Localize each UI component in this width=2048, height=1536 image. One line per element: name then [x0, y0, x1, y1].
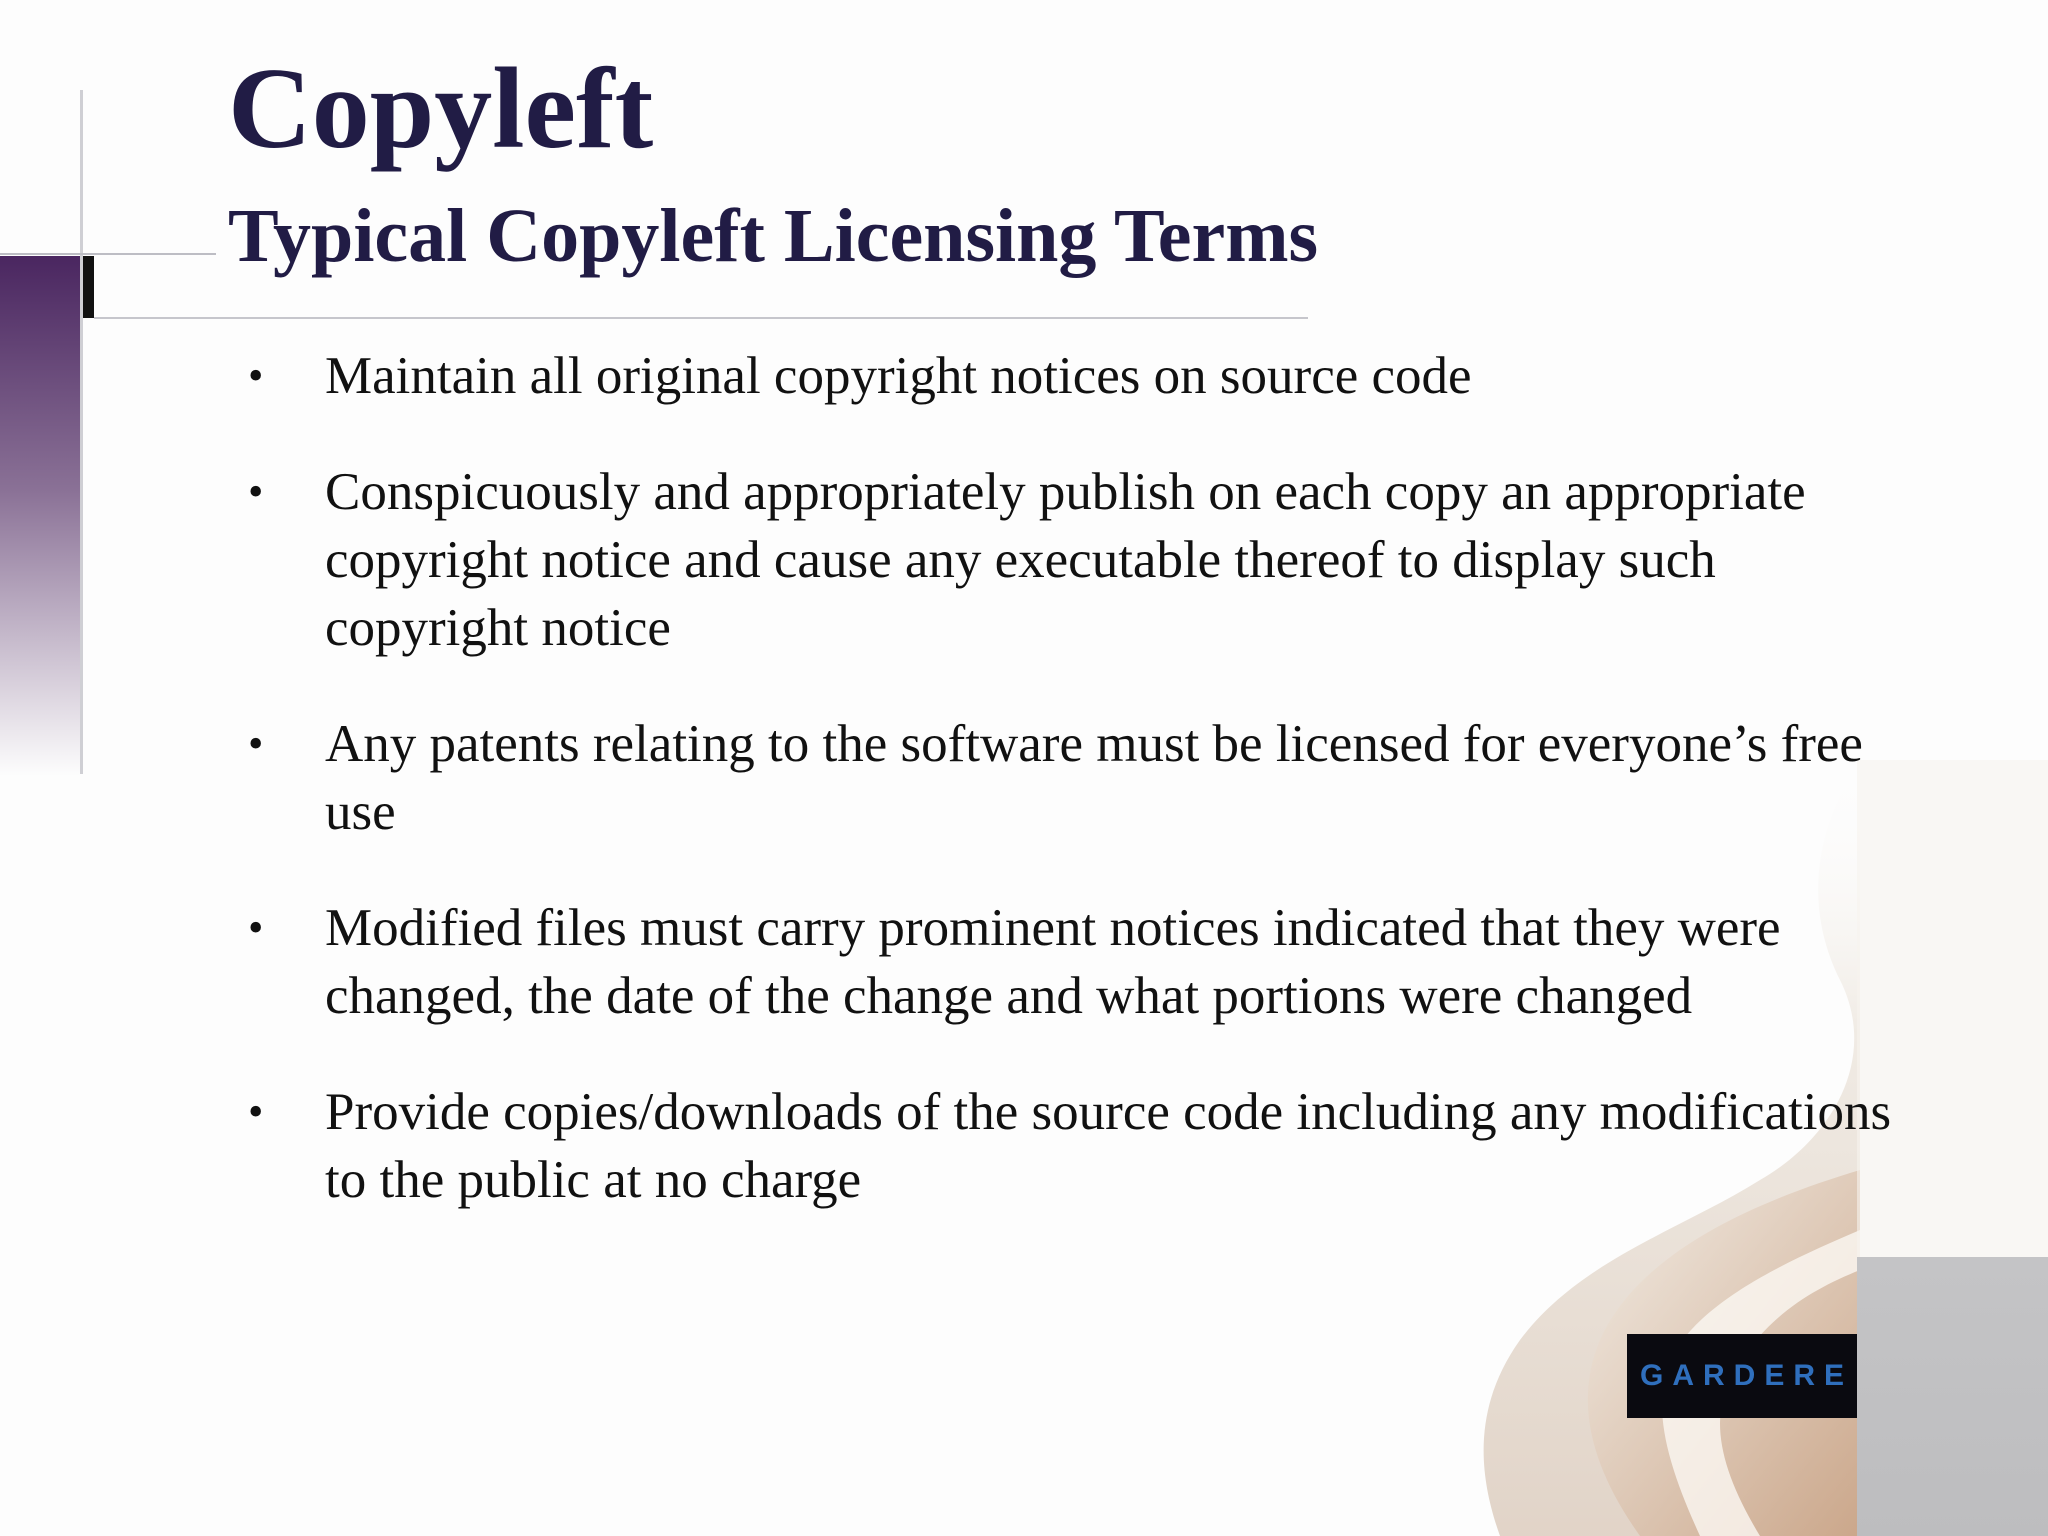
logo-text: GARDERE — [1639, 1359, 1853, 1392]
vertical-rule — [80, 90, 83, 774]
bullet-icon: • — [248, 719, 264, 768]
bullet-icon: • — [248, 351, 264, 400]
bullet-item — [240, 894, 1900, 1030]
bullet-item — [240, 458, 1900, 662]
bullet-list — [240, 342, 1900, 1262]
bullet-text: Maintain all original copyright notices on source code — [325, 347, 1472, 405]
short-horizontal-rule — [0, 253, 216, 255]
slide-subtitle: Typical Copyleft Licensing Terms — [228, 194, 1319, 278]
bullet-icon: • — [248, 467, 264, 516]
bullet-text: Any patents relating to the software must be licensed for everyone’s free use — [325, 715, 1863, 841]
slide-title: Copyleft — [228, 45, 654, 173]
right-gray-panel — [1857, 1257, 2048, 1536]
bullet-icon: • — [248, 1087, 264, 1136]
gardere-logo-icon — [1627, 1334, 1857, 1418]
bullet-icon: • — [248, 903, 264, 952]
bullet-item — [240, 1078, 1900, 1214]
accent-tick — [82, 256, 94, 318]
bullet-text: Modified files must carry prominent notices indicated that they were changed, the date of the change and what portions were changed — [325, 899, 1781, 1025]
bullet-text: Conspicuously and appropriately publish on each copy an appropriate copyright notice and cause any executable thereof to display such copyright notice — [325, 463, 1806, 657]
bullet-item — [240, 342, 1900, 410]
title-underline-rule — [94, 317, 1308, 319]
bullet-item — [240, 710, 1900, 846]
left-accent-bar — [0, 256, 80, 776]
bullet-text: Provide copies/downloads of the source code including any modifications to the public at no charge — [325, 1083, 1892, 1209]
